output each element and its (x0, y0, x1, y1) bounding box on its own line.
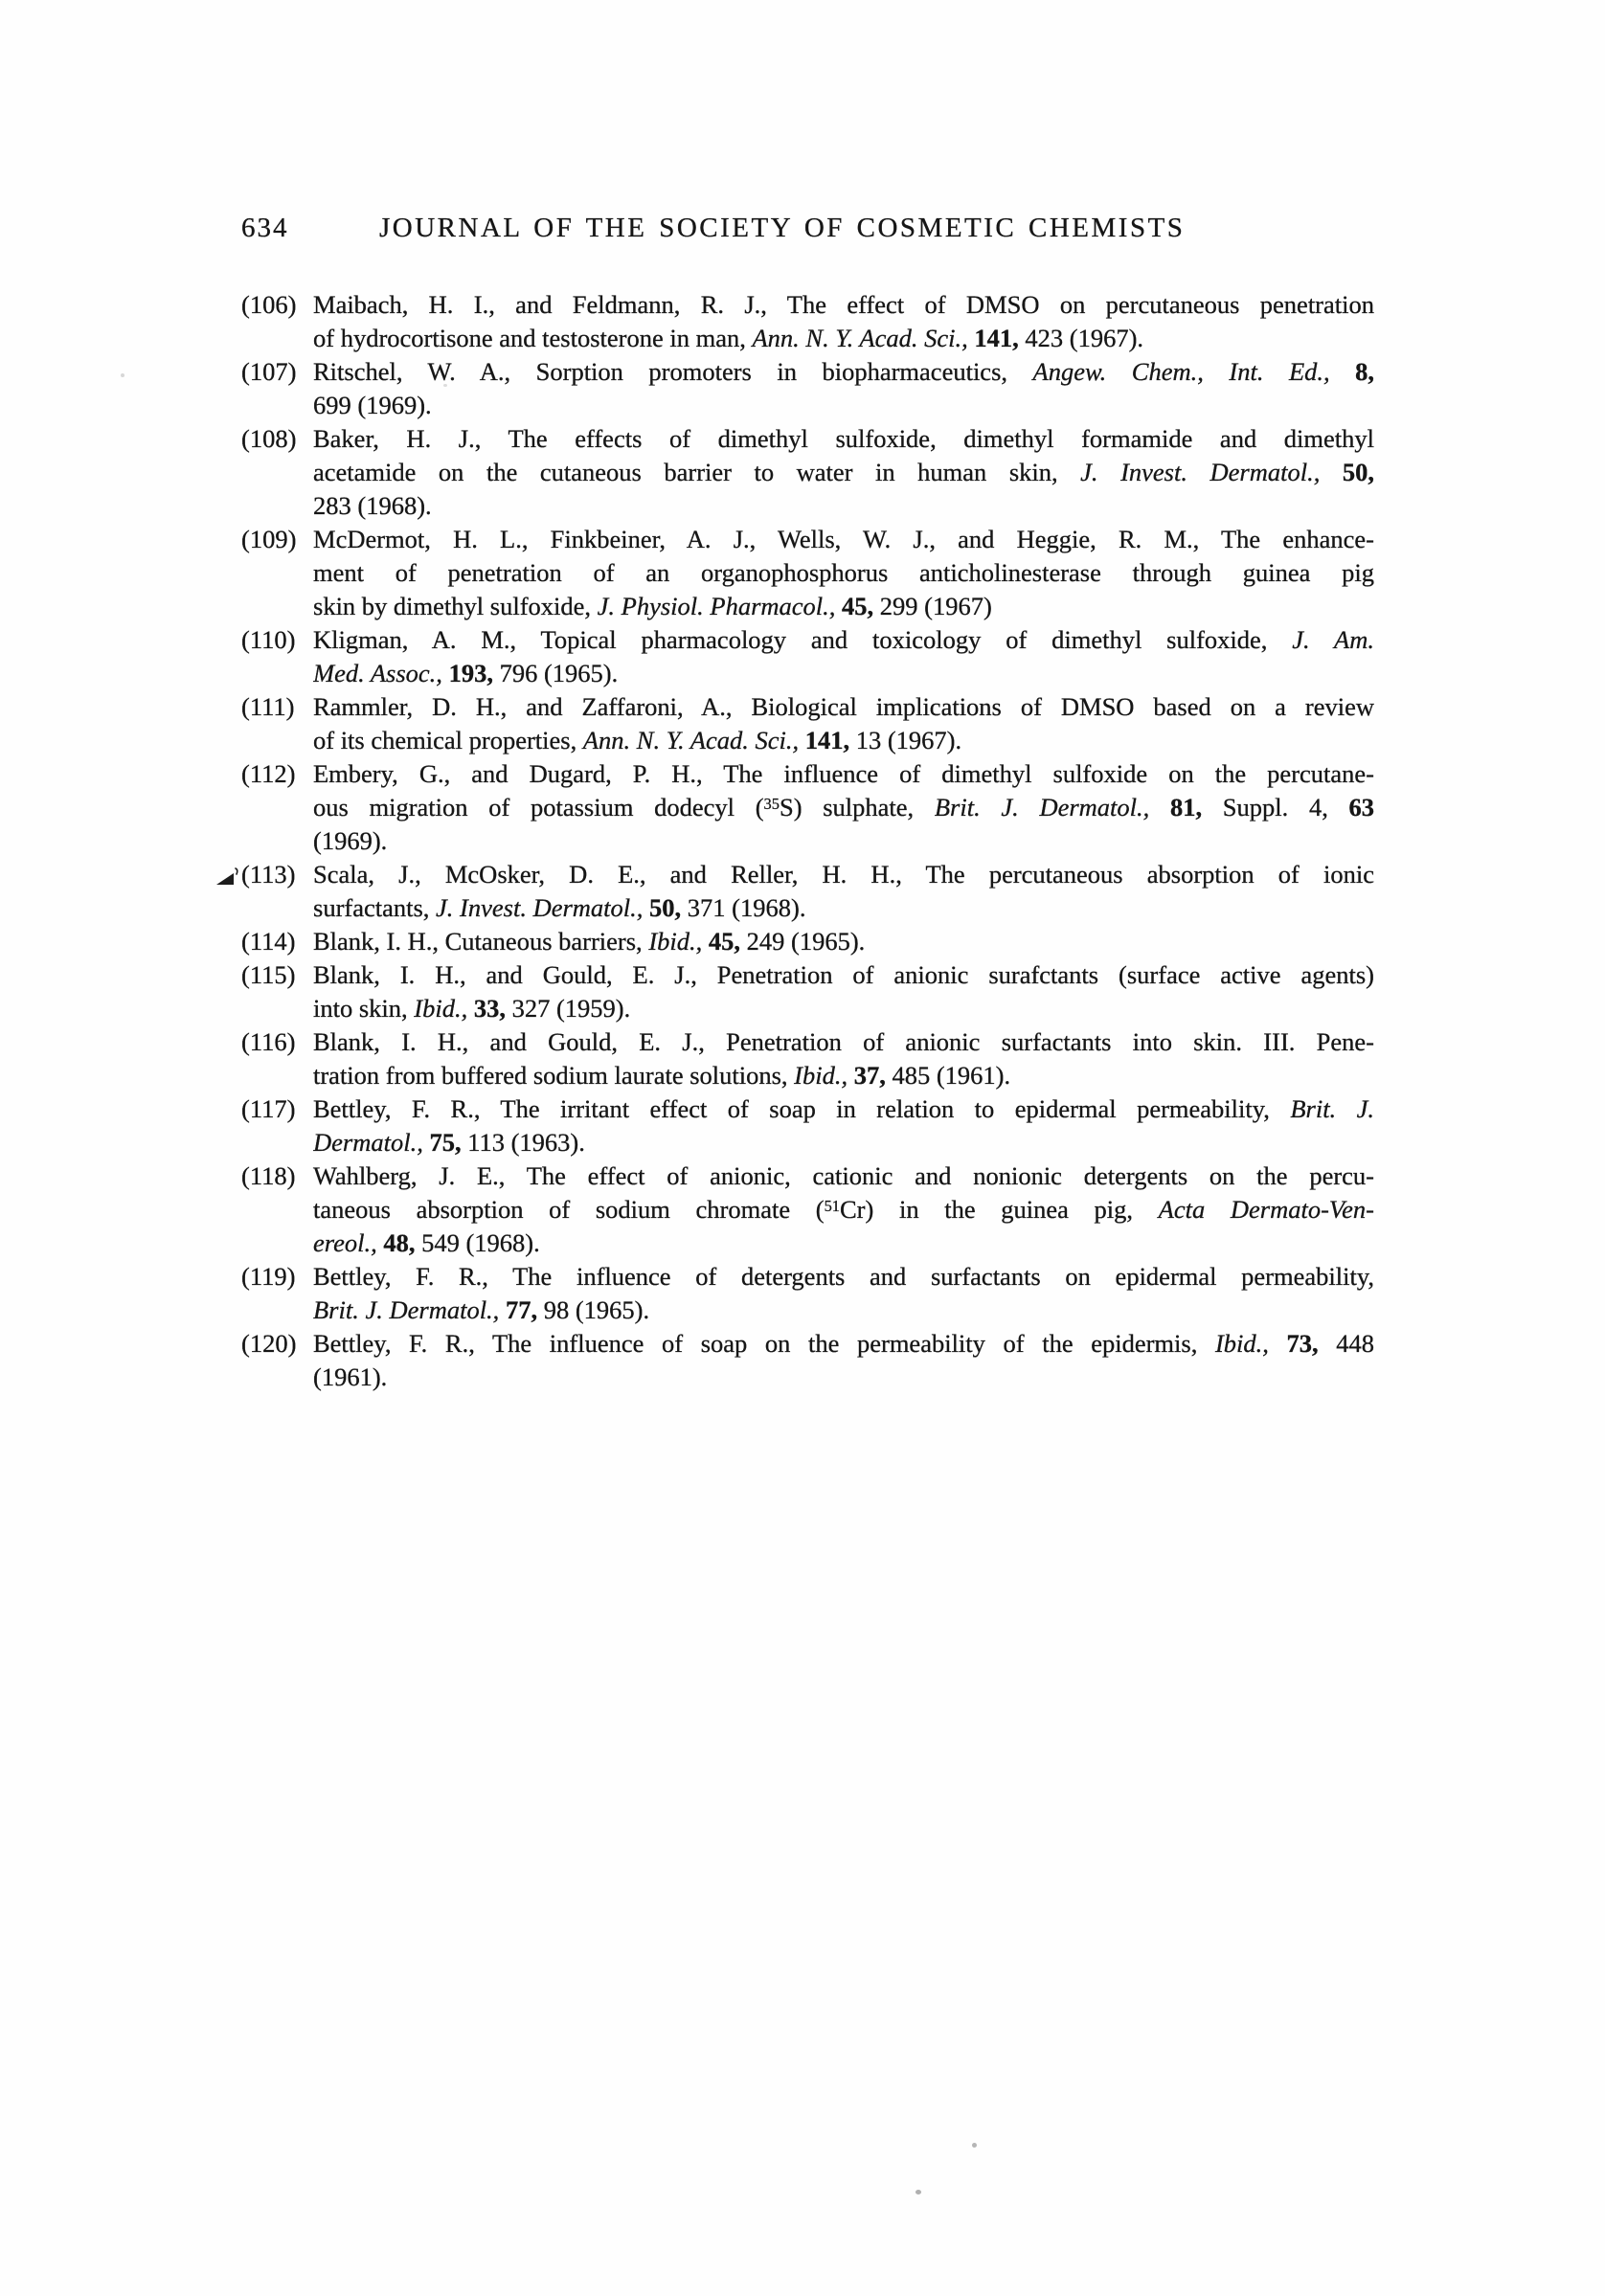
ref-text-segment: S) sulphate, (779, 793, 935, 822)
ref-text-segment (848, 1061, 854, 1090)
scan-speck (121, 373, 124, 377)
ref-line (241, 1159, 1374, 1193)
ref-text-segment: 75, (429, 1128, 462, 1157)
ref-line (313, 1059, 1374, 1092)
ref-text-segment: 423 (1967). (1018, 324, 1144, 352)
ref-number: (109) (241, 525, 297, 553)
ref-text-segment: 33, (473, 994, 506, 1023)
ref-line (313, 824, 1374, 858)
ref-text-segment (702, 927, 709, 956)
ref-line (313, 1126, 1374, 1159)
ref-text-segment: 35 (763, 794, 780, 813)
ref-text-segment: Med. Assoc., (313, 659, 442, 687)
reference-item (241, 1327, 1374, 1394)
ref-text-segment: 141, (974, 324, 1019, 352)
ref-text-segment: J. Physiol. Pharmacol., (597, 592, 836, 620)
ref-text-segment: 50, (1342, 458, 1374, 486)
page-number: 634 (241, 213, 289, 243)
ref-text-segment (1320, 458, 1343, 486)
ref-line (313, 322, 1374, 355)
ref-text-segment: Ibid., (414, 994, 468, 1023)
ref-text-segment (1330, 357, 1356, 386)
ref-text-segment: Acta Dermato-Ven- (1158, 1195, 1374, 1224)
ref-text-segment: 283 (1968). (313, 491, 432, 520)
ref-line (313, 791, 1374, 824)
reference-item (241, 355, 1374, 422)
ref-line (313, 1361, 1374, 1394)
ref-text-segment: Dermatol., (313, 1128, 423, 1157)
ref-text-segment: 81, (1169, 793, 1203, 822)
ref-line (241, 925, 1374, 958)
ref-line (241, 1025, 1374, 1059)
ref-text-segment: skin by dimethyl sulfoxide, (313, 592, 598, 620)
ref-text-segment (799, 726, 805, 754)
ref-text-segment: 448 (1318, 1329, 1374, 1358)
ref-number: (110) (241, 625, 296, 654)
ref-text-segment: 249 (1965). (740, 927, 866, 956)
ref-number: (119) (241, 1262, 296, 1291)
ref-text-segment (442, 659, 449, 687)
ref-text-segment: ous migration of potassium dodecyl ( (313, 793, 764, 822)
ref-text-segment: ereol., (313, 1228, 377, 1257)
reference-item (241, 1025, 1374, 1092)
ref-text-segment: Brit. J. (1290, 1094, 1374, 1123)
ref-line (241, 690, 1374, 724)
reference-item (241, 925, 1374, 958)
ref-text-segment: Baker, H. J., The effects of dimethyl sulfoxide, dimethyl formamide and dimethyl (313, 424, 1374, 453)
ref-number: (112) (241, 759, 296, 788)
ref-text-segment: Bettley, F. R., The influence of detergents and surfactants on epidermal permeability, (313, 1262, 1374, 1291)
ref-text-segment: 13 (1967). (849, 726, 962, 754)
ref-line (313, 1294, 1374, 1327)
reference-item (241, 690, 1374, 757)
ref-text-segment: 51 (824, 1196, 840, 1215)
pen-mark-annotation (215, 867, 240, 888)
ref-line (313, 456, 1374, 489)
ref-text-segment: Brit. J. Dermatol., (934, 793, 1150, 822)
ref-text-segment: J. Am. (1292, 625, 1374, 654)
ref-line (241, 623, 1374, 657)
reference-item (241, 1159, 1374, 1260)
ref-text-segment: taneous absorption of sodium chromate ( (313, 1195, 825, 1224)
reference-item (241, 422, 1374, 523)
references (241, 288, 1374, 1394)
ref-line (313, 556, 1374, 590)
ref-text-segment: of hydrocortisone and testosterone in man, (313, 324, 753, 352)
ref-text-segment: 50, (649, 893, 682, 922)
ref-line (313, 489, 1374, 523)
ref-text-segment: Ann. N. Y. Acad. Sci., (752, 324, 968, 352)
ref-text-segment: Ann. N. Y. Acad. Sci., (582, 726, 800, 754)
reference-item (241, 1260, 1374, 1327)
reference-item (241, 623, 1374, 690)
ref-text-segment: Blank, I. H., and Gould, E. J., Penetration of anionic surfactants into skin. III. Pene- (313, 1027, 1374, 1056)
ref-text-segment: 8, (1355, 357, 1374, 386)
ref-text-segment: Brit. J. Dermatol., (313, 1295, 500, 1324)
ref-text-segment (467, 994, 474, 1023)
journal-title: JOURNAL OF THE SOCIETY OF COSMETIC CHEMISTS (379, 213, 1186, 243)
ref-number: (117) (241, 1094, 296, 1123)
ref-text-segment: Rammler, D. H., and Zaffaroni, A., Biological implications of DMSO based on a review (313, 692, 1374, 721)
ref-number: (107) (241, 357, 297, 386)
ref-text-segment: Cr) in the guinea pig, (840, 1195, 1159, 1224)
ref-line (241, 958, 1374, 992)
ref-number: (114) (241, 927, 296, 956)
ref-line (241, 422, 1374, 456)
ref-number: (118) (241, 1161, 296, 1190)
ref-text-segment: 45, (708, 927, 740, 956)
ref-line (313, 389, 1374, 422)
ref-text-segment: acetamide on the cutaneous barrier to water in human skin, (313, 458, 1081, 486)
ref-text-segment: Kligman, A. M., Topical pharmacology and toxicology of dimethyl sulfoxide, (313, 625, 1293, 654)
ref-text-segment: 485 (1961). (885, 1061, 1011, 1090)
ref-text-segment: 63 (1348, 793, 1374, 822)
ref-text-segment (499, 1295, 506, 1324)
ref-text-segment: Angew. Chem., Int. Ed., (1032, 357, 1330, 386)
ref-line (313, 992, 1374, 1025)
ref-line (241, 757, 1374, 791)
ref-text-segment: Bettley, F. R., The influence of soap on the permeability of the epidermis, (313, 1329, 1215, 1358)
ref-text-segment: Maibach, H. I., and Feldmann, R. J., The effect of DMSO on percutaneous penetration (313, 290, 1374, 319)
ref-text-segment: Ritschel, W. A., Sorption promoters in biopharmaceutics, (313, 357, 1033, 386)
ref-text-segment (1149, 793, 1170, 822)
ref-text-segment: (1961). (313, 1362, 388, 1391)
ref-line (241, 858, 1374, 891)
ref-text-segment: 45, (842, 592, 874, 620)
ref-text-segment: Blank, I. H., and Gould, E. J., Penetration of anionic surafctants (surface active agents) (313, 960, 1374, 989)
ref-line (241, 1260, 1374, 1294)
ref-text-segment: 73, (1286, 1329, 1319, 1358)
ref-text-segment: 327 (1959). (505, 994, 631, 1023)
ref-line (241, 355, 1374, 389)
scan-speck (972, 2143, 977, 2148)
ref-line (241, 288, 1374, 322)
ref-number: (115) (241, 960, 296, 989)
ref-text-segment: Ibid., (1214, 1329, 1269, 1358)
reference-item (241, 858, 1374, 925)
ref-number: (106) (241, 290, 297, 319)
ref-text-segment: Blank, I. H., Cutaneous barriers, (313, 927, 649, 956)
running-head (0, 212, 1605, 246)
reference-item (241, 757, 1374, 858)
reference-item (241, 288, 1374, 355)
ref-line (313, 1193, 1374, 1227)
ref-text-segment: J. Invest. Dermatol., (1080, 458, 1321, 486)
ref-number: (113) (241, 860, 296, 889)
reference-item (241, 958, 1374, 1025)
ref-text-segment: 371 (1968). (681, 893, 806, 922)
ref-text-segment: McDermot, H. L., Finkbeiner, A. J., Wells, W. J., and Heggie, R. M., The enhance- (313, 525, 1374, 553)
ref-line (313, 590, 1374, 623)
ref-text-segment: into skin, (313, 994, 415, 1023)
ref-line (241, 523, 1374, 556)
ref-line (241, 1092, 1374, 1126)
ref-line (313, 657, 1374, 690)
ref-text-segment: 796 (1965). (492, 659, 619, 687)
ref-line (313, 724, 1374, 757)
ref-text-segment: surfactants, (313, 893, 437, 922)
scan-speck (916, 2190, 921, 2195)
ref-text-segment: (1969). (313, 826, 388, 855)
ref-text-segment: 98 (1965). (537, 1295, 650, 1324)
ref-text-segment: 193, (448, 659, 493, 687)
ref-text-segment: Ibid., (794, 1061, 848, 1090)
ref-text-segment: Scala, J., McOsker, D. E., and Reller, H. H., The percutaneous absorption of ionic (313, 860, 1374, 889)
ref-text-segment: 37, (853, 1061, 886, 1090)
ref-text-segment: Ibid., (648, 927, 703, 956)
ref-text-segment: 141, (804, 726, 850, 754)
ref-number: (111) (241, 692, 295, 721)
scan-speck (443, 384, 447, 387)
ref-text-segment: 549 (1968). (415, 1228, 540, 1257)
reference-item (241, 1092, 1374, 1159)
ref-text-segment: of its chemical properties, (313, 726, 583, 754)
ref-text-segment: 699 (1969). (313, 391, 432, 419)
ref-number: (108) (241, 424, 297, 453)
reference-item (241, 523, 1374, 623)
ref-text-segment: Bettley, F. R., The irritant effect of soap in relation to epidermal permeability, (313, 1094, 1291, 1123)
ref-text-segment: J. Invest. Dermatol., (436, 893, 644, 922)
ref-text-segment: Wahlberg, J. E., The effect of anionic, cationic and nonionic detergents on the percu- (313, 1161, 1374, 1190)
ref-text-segment: tration from buffered sodium laurate solutions, (313, 1061, 795, 1090)
ref-text-segment: 48, (383, 1228, 416, 1257)
ref-text-segment: 113 (1963). (461, 1128, 585, 1157)
ref-number: (116) (241, 1027, 296, 1056)
ref-line (241, 1327, 1374, 1361)
ref-text-segment: Suppl. 4, (1202, 793, 1349, 822)
ref-number: (120) (241, 1329, 297, 1358)
ref-text-segment (1269, 1329, 1287, 1358)
ref-text-segment: 299 (1967) (873, 592, 992, 620)
ref-text-segment: ment of penetration of an organophosphorus anticholinesterase through guinea pig (313, 558, 1374, 587)
ref-line (313, 1227, 1374, 1260)
ref-text-segment: 77, (505, 1295, 538, 1324)
ref-line (313, 891, 1374, 925)
ref-text-segment: Embery, G., and Dugard, P. H., The influence of dimethyl sulfoxide on the percutane- (313, 759, 1374, 788)
